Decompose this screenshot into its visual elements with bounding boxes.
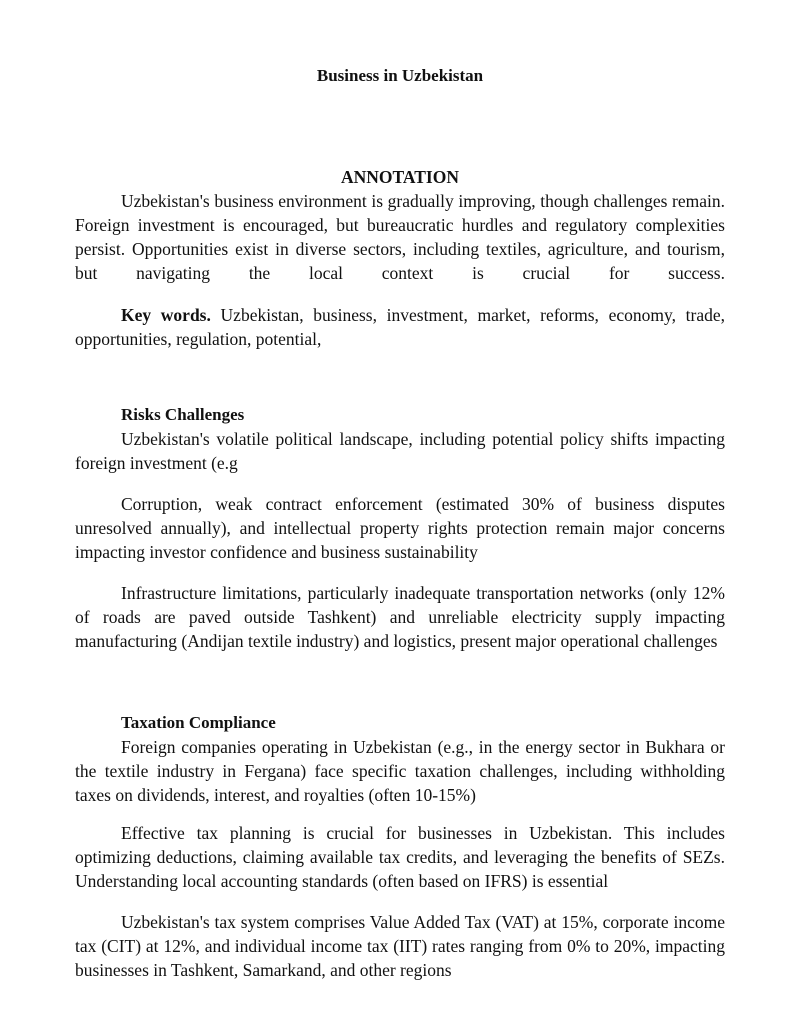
annotation-text: Uzbekistan's business environment is gradually improving, though challenges remain. Foreign investment is encouraged, but bureaucratic hurdles and regulatory complexities persist. Opportunities exist in diverse sectors, including textiles, agriculture, and tourism, but navigating the local context is crucial for success. — [75, 191, 725, 283]
taxation-paragraph-2-block — [75, 821, 725, 893]
annotation-section — [75, 165, 725, 285]
keywords-label: Key words. — [121, 305, 211, 325]
keywords-section — [75, 303, 725, 351]
taxation-paragraph-1: Foreign companies operating in Uzbekistan (e.g., in the energy sector in Bukhara or the textile industry in Fergana) face specific taxation challenges, including withholding taxes on dividends, interest, and royalties (often 10-15%) — [75, 737, 725, 805]
taxation-section — [75, 711, 725, 807]
risks-paragraph-3: Infrastructure limitations, particularly inadequate transportation networks (only 12% of roads are paved outside Tashkent) and unreliable electricity supply impacting manufacturing (Andijan textile industry) and logistics, present major operational challenges — [75, 583, 725, 651]
taxation-paragraph-2: Effective tax planning is crucial for businesses in Uzbekistan. This includes optimizing deductions, claiming available tax credits, and leveraging the benefits of SEZs. Understanding local accounting standards (often based on IFRS) is essential — [75, 823, 725, 891]
risks-paragraph-2-block — [75, 492, 725, 564]
taxation-paragraph-3: Uzbekistan's tax system comprises Value Added Tax (VAT) at 15%, corporate income tax (CIT) at 12%, and individual income tax (IIT) rates ranging from 0% to 20%, impacting businesses in Tashkent, Samarkand, and other regions — [75, 912, 725, 980]
risks-paragraph-2: Corruption, weak contract enforcement (estimated 30% of business disputes unresolved annually), and intellectual property rights protection remain major concerns impacting investor confidence and business sustainability — [75, 494, 725, 562]
taxation-paragraph-3-block — [75, 910, 725, 982]
document-title: Business in Uzbekistan — [316, 66, 484, 85]
risks-paragraph-1: Uzbekistan's volatile political landscape, including potential policy shifts impacting foreign investment (e.g — [75, 429, 725, 473]
risks-section — [75, 403, 725, 475]
annotation-heading: ANNOTATION — [341, 167, 459, 187]
keywords-text: Uzbekistan, business, investment, market, reforms, economy, trade, opportunities, regulation, potential, — [75, 305, 725, 349]
keywords-paragraph — [75, 303, 725, 351]
taxation-heading: Taxation Compliance — [121, 713, 276, 732]
risks-paragraph-3-block — [75, 581, 725, 653]
risks-heading: Risks Challenges — [121, 405, 245, 424]
